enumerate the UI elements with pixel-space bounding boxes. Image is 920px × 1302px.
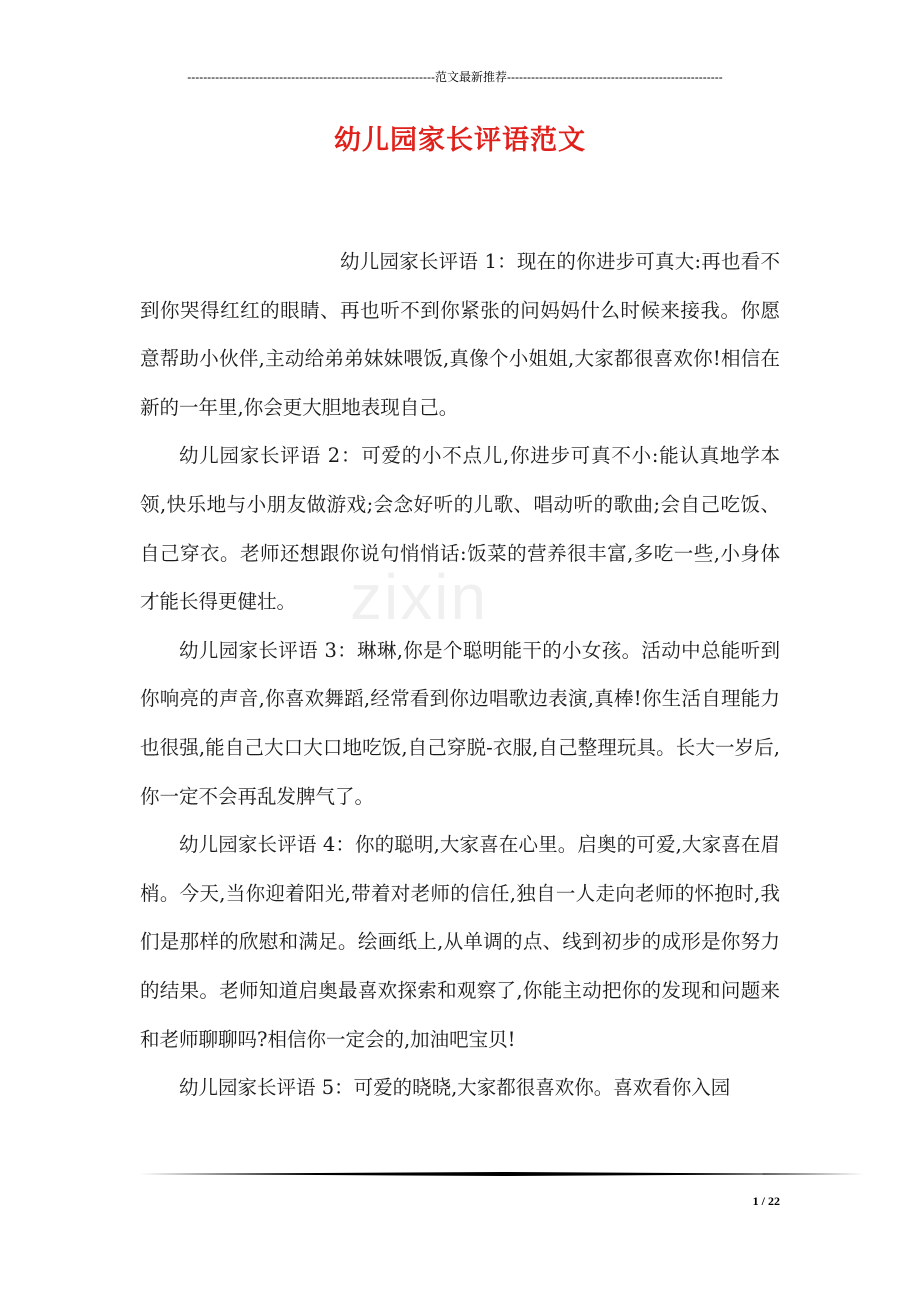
- watermark: zixin: [350, 561, 489, 633]
- header-left-dashes: --------------------------------------------------------------: [187, 70, 435, 84]
- paragraph-4: 幼儿园家长评语 4：你的聪明,大家喜在心里。启奥的可爱,大家喜在眉梢。今天,当你迎着阳光,带着对老师的信任,独自一人走向老师的怀抱时,我们是那样的欣慰和满足。绘画纸上,从单调的点、线到初步的成形是你努力的结果。老师知道启奥最喜欢探索和观察了,你能主动把你的发现和问题来和老师聊聊吗?相信你一定会的,加油吧宝贝!: [140, 833, 780, 1051]
- footer-rule: [140, 1172, 864, 1176]
- header-right-dashes: ------------------------------------------------------: [506, 70, 723, 84]
- paragraph-1: 幼儿园家长评语 1：现在的你进步可真大:再也看不到你哭得红红的眼睛、再也听不到你紧张的问妈妈什么时候来接我。你愿意帮助小伙伴,主动给弟弟妹妹喂饭,真像个小姐姐,大家都很喜欢你!相信在新的一年里,你会更大胆地表现自己。: [140, 250, 780, 419]
- paragraph-3: 幼儿园家长评语 3：琳琳,你是个聪明能干的小女孩。活动中总能听到你响亮的声音,你喜欢舞蹈,经常看到你边唱歌边表演,真棒!你生活自理能力也很强,能自己大口大口地吃饭,自己穿脱-衣服,自己整理玩具。长大一岁后,你一定不会再乱发脾气了。: [140, 638, 780, 808]
- paragraph-5: 幼儿园家长评语 5：可爱的晓晓,大家都很喜欢你。喜欢看你入园: [179, 1076, 731, 1100]
- document-body: [140, 238, 780, 1113]
- header-label: 范文最新推荐: [434, 70, 507, 84]
- running-header: [140, 68, 770, 85]
- page-number: 1 / 22: [752, 1194, 780, 1208]
- paragraph-2: 幼儿园家长评语 2：可爱的小不点儿,你进步可真不小:能认真地学本领,快乐地与小朋友做游戏;会念好听的儿歌、唱动听的歌曲;会自己吃饭、自己穿衣。老师还想跟你说句悄悄话:饭菜的营养很丰富,多吃一些,小身体才能长得更健壮。: [140, 444, 780, 614]
- document-title: 幼儿园家长评语范文: [334, 125, 586, 156]
